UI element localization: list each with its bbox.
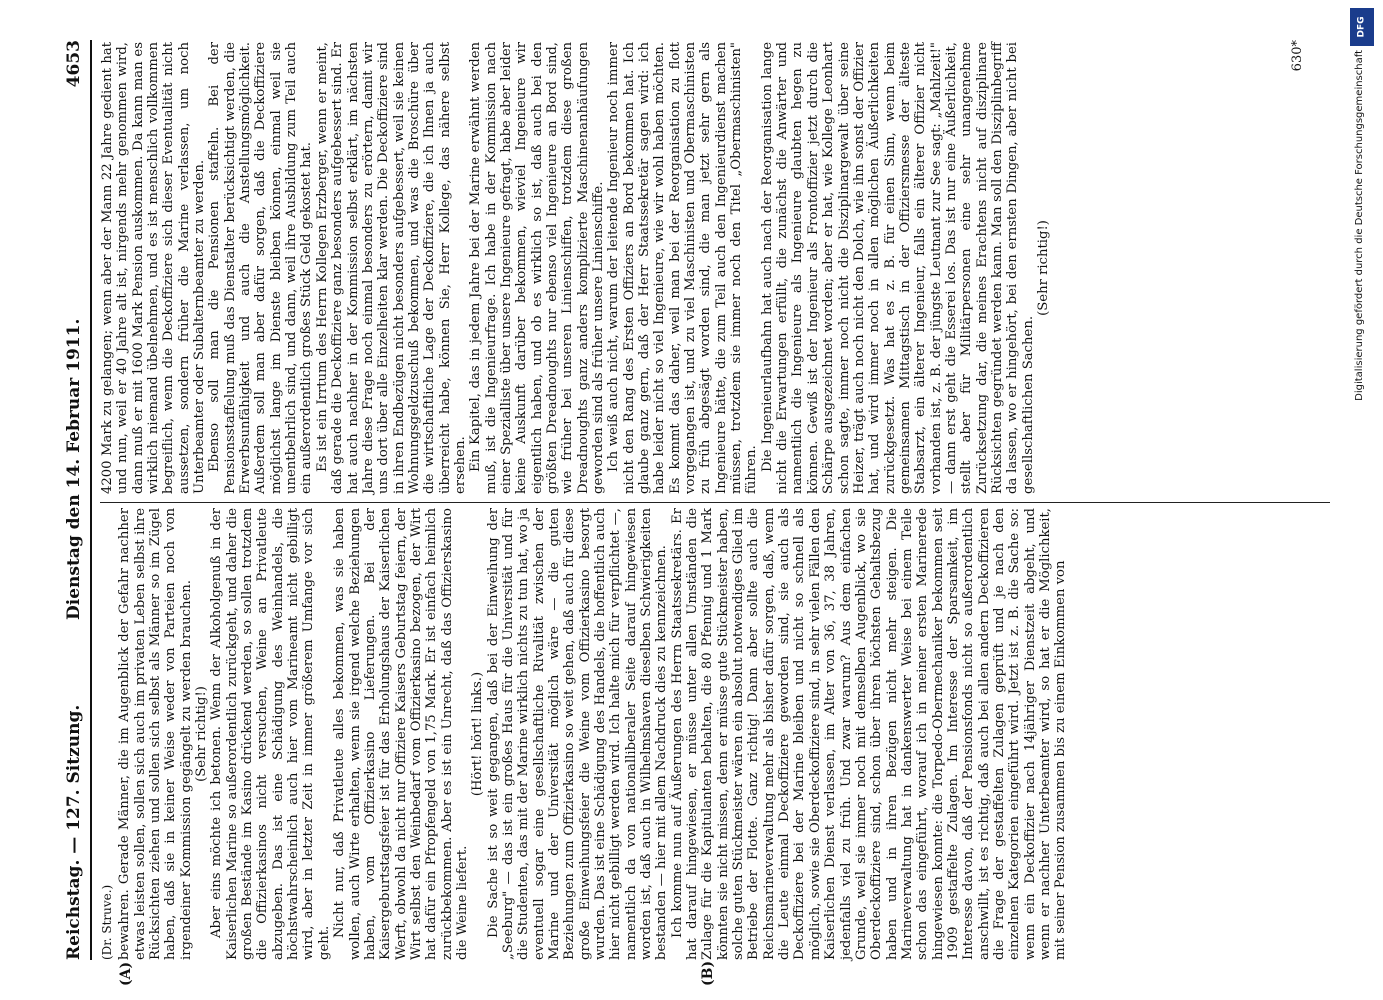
paragraph: Nicht nur, daß Privatleute alles bekommen, was sie haben wollen, auch Wirte erhalten, wenn sie irgend welche Beziehungen haben, vom Offizierkasino Lieferungen. Bei der Kaisergeburtstagsfeier ist für das Erholungshaus der Kaiserlichen Werft, obwohl da nicht nur Offiziere Kaisers Geburtstag feiern, der Wirt selbst den Weinbedarf vom Offizierkasino bezogen, der Wirt hat dafür ein Pfropfengeld von 1,75 Mark. Er ist einfach heimlich zurückbekommen. Aber es ist ein Unrecht, daß das Offizierskasino die Weine liefert. (332, 508, 470, 960)
paragraph: Die Ingenieurlaufbahn hat auch nach der Reorganisation lange nicht die Erwartungen erfüllt, die zunächst die Anwärter und namentlich die Ingenieure als Ingenieure glaubten hegen zu können. Gewiß ist der Ingenieur als Frontoffizier jetzt durch die Schärpe ausgezeichnet worden; aber er hat, wie Kollege Leonhart schon sagte, immer noch nicht die Disziplinargewalt über seine Heizer, trägt auch noch nicht den Dolch, wie ihn sonst der Offizier hat, und wird immer noch in allen möglichen Äußerlichkeiten zurückgesetzt. Was hat es z. B. für einen Sinn, wenn beim gemeinsamen Mittagstisch in der Offiziersmesse der älteste Stabsarzt, ein älterer Ingenieur, falls ein älterer Offizier nicht vorhanden ist, z. B. der jüngste Leutnant zur See sagt: „Mahlzeit!" — dann erst geht die Esserei los. Das ist nur eine Äußerlichkeit, stellt aber für Militärpersonen eine sehr unangenehme Zurücksetzung dar, die meines Erachtens nicht auf disziplinare Rücksichten gegründet werden kann. Man soll den Disziplinbegriff da lassen, wo er hingehört, bei den ernsten Dingen, aber nicht bei gesellschaftlichen Sachen. (759, 42, 1036, 494)
paragraph: Ebenso soll man die Pensionen staffeln. Bei der Pensionsstaffelung muß das Dienstalter berücksichtigt werden, die Erwerbsunfähigkeit und auch die Anstellungsmöglichkeit. Außerdem soll man aber dafür sorgen, daß die Deckoffiziere möglichst lange im Dienste bleiben können, einmal weil sie unentbehrlich sind, und dann, weil ihre Ausbildung zum Teil auch ein außerordentlich großes Stück Geld gekostet hat. (207, 42, 315, 494)
interjection: (Hört! hört! links.) (470, 671, 486, 797)
paragraph: Aber eins möchte ich betonen. Wenn der Alkoholgenuß in der Kaiserlichen Marine so außerordentlich zurückgeht, und daher die großen Bestände im Kasino drückend werden, so sollen trotzdem die Offizierkasinos nicht versuchen, Weine an Privatleute abzugeben. Das ist eine Schädigung des Weinhandels, die höchstwahrscheinlich auch hier vom Marineamt nicht gebilligt wird, aber in letzter Zeit in immer größerem Umfange vor sich geht. (209, 508, 332, 960)
dfg-logo (1350, 8, 1374, 46)
margin-marker-b: (B) (700, 960, 716, 986)
page-header (58, 40, 98, 960)
header-rule (90, 40, 92, 960)
right-column (100, 42, 1051, 494)
paragraph: bewahren. Gerade Männer, die im Augenblick der Gefahr nachher etwas leisten sollen, sollen sich auch im privaten Leben selbst ihre Rücksichten ziehen und sollen sich selbst als Männer so im Zügel haben, daß sie in keiner Weise weder von Parteien noch von irgendeiner Kommission gegängelt zu werden brauchen. (117, 508, 194, 960)
interjection: (Sehr richtig!) (194, 686, 210, 782)
paragraph: Ich komme nun auf Äußerungen des Herrn Staatssekretärs. Er hat darauf hingewiesen, er müsse unter allen Umständen die Zulage für die Kapitulanten behalten, die 80 Pfennig und 1 Mark könnten sie nicht missen, denn er müsse gute Stückmeister haben, solche guten Stückmeister wären ein absolut notwendiges Glied im Betriebe der Flotte. Ganz richtig! Dann aber sollte auch die Reichsmarineverwaltung mehr als bisher dafür sorgen, daß, wenn die Leute einmal Deckoffiziere geworden sind, sie auch als Deckoffiziere bei der Marine bleiben und nicht so schnell als möglich, sowie sie Oberdeckoffiziere sind, in sehr vielen Fällen den Kaiserlichen Dienst verlassen, im Alter von 36, 37, 38 Jahren, jedenfalls viel zu früh. Und zwar warum? Aus dem einfachen Grunde, weil sie immer noch mit demselben Augenblick, wo sie Oberdeckoffiziere sind, schon über ihren höchsten Gehaltsbezug haben und in ihren Bezügen nicht mehr steigen. Die Marineverwaltung hat in dankenswerter Weise bei einem Teile schon das eingeführt, worauf ich in meiner ersten Marinerede hingewiesen konnte: die Torpedo-Obermechaniker bekommen seit 1909 gestaffelte Zulagen. Im Interesse der Sparsamkeit, im Interesse davon, daß der Pensionsfonds nicht so außerordentlich anschwillt, ist es richtig, daß auch bei allen andern Deckoffizieren die Frage der gestaffelten Zulagen geprüft und je nach den einzelnen Kategorien eingeführt wird. Jetzt ist z. B. die Sache so: wenn ein Deckoffizier nach 14jähriger Dienstzeit abgeht, und wenn er nachher Unterbeamter wird, so hat er die Möglichkeit, mit seiner Pension zusammen bis zu einem Einkommen von (669, 508, 1069, 960)
side-strip (1340, 0, 1383, 1000)
paragraph: Die Sache ist so weit gegangen, daß bei der Einweihung der „Seeburg" — das ist ein großes Haus für die Universität und für die Studenten, das mit der Marine wirklich nichts zu tun hat, wo ja eventuell sogar eine gesellschaftliche Rivalität zwischen der Marine und der Universität möglich wäre — die guten Beziehungen zum Offizierkasino so weit gehen, daß auch für diese große Einweihungsfeier die Weine vom Offizierkasino besorgt wurden. Das ist eine Schädigung des Handels, die hoffentlich auch hier nicht gebilligt werden wird. Ich halte mich für verpflichtet —, namentlich da von nationalliberaler Seite darauf hingewiesen worden ist, daß auch in Wilhelmshaven dieselben Schwierigkeiten bestanden — hier mit allem Nachdruck dies zu kennzeichnen. (485, 508, 670, 960)
margin-marker-a: (A) (118, 961, 134, 986)
speaker-label: (Dr. Struve.) (100, 884, 114, 960)
interjection: (Sehr richtig!) (1035, 220, 1051, 316)
paragraph: Ein Kapitel, das in jedem Jahre bei der Marine erwähnt werden muß, ist die Ingenieurfrage. Ich habe in der Kommission nach einer Spezialliste über unsere Ingenieure gefragt, habe aber leider keine Auskunft darüber bekommen, wieviel Ingenieure wir eigentlich haben, und ob es wirklich so ist, daß auch bei den größten Dreadnoughts nur ebenso viel Ingenieure an Bord sind, wie früher bei unseren Linienschiffen, trotzdem diese großen Dreadnoughts ganz anders komplizierte Maschinenanhäufungen geworden sind als früher unsere Linienschiffe. (468, 42, 606, 494)
digitization-credit: Digitalisierung gefördert durch die Deutsche Forschungsgemeinschaft (1354, 50, 1365, 401)
page-signature: 630* (1290, 40, 1305, 72)
left-column (100, 508, 1069, 960)
header-left: Reichstag. — 127. Sitzung. (64, 704, 84, 960)
paragraph: Es ist ein Irrtum des Herrn Kollegen Erzberger, wenn er meint, daß gerade die Deckoffiziere ganz besonders aufgebessert sind. Er hat auch nachher in der Kommission selbst erklärt, im nächsten Jahre diese Frage noch einmal besonders zu erörtern, damit wir uns dort über alle Einzelheiten klar werden. Die Deckoffiziere sind in ihren Endbezügen nicht besonders aufgebessert, weil sie keinen Wohnungsgeldzuschuß bekommen, und was die Broschüre über die wirtschaftliche Lage der Deckoffiziere, die ich Ihnen ja auch überreicht habe, können Sie, Herr Kollege, das nähere selbst ersehen. (314, 42, 468, 494)
paragraph: 4200 Mark zu gelangen; wenn aber der Mann 22 Jahre gedient hat und nun, weil er 40 Jahre alt ist, nirgends mehr genommen wird, dann muß er mit 1600 Mark Pension auskommen. Da kann man es wirklich niemand übelnehmen, und es ist menschlich vollkommen begreiflich, wenn die Deckoffiziere sich dieser Eventualität nicht aussetzen, sondern früher die Marine verlassen, um noch Unterbeamter oder Subalternbeamter zu werden. (100, 42, 208, 494)
header-date: Dienstag den 14. Februar 1911. (64, 318, 84, 620)
dfg-logo-text: DFG (1356, 16, 1367, 38)
page-number: 4653 (64, 40, 84, 88)
paragraph: Ich weiß auch nicht, warum der leitende Ingenieur noch immer nicht den Rang des Ersten Offiziers an Bord bekommen hat. Ich glaube ganz gern, daß der Herr Staatssekretär sagen wird: ich habe leider nicht so viel Ingenieure, wie wir wohl haben möchten. Es kommt das daher, weil man bei der Reorganisation zu flott vorgegangen ist, und zu viel Maschinisten und Obermaschinisten zu früh abgesägt worden sind, die man jetzt sehr gern als Ingenieure hätte, die zum Teil auch den Ingenieurdienst machen müssen, trotzdem sie immer noch den Titel „Obermaschinisten" führen. (606, 42, 760, 494)
column-divider (100, 502, 1330, 503)
